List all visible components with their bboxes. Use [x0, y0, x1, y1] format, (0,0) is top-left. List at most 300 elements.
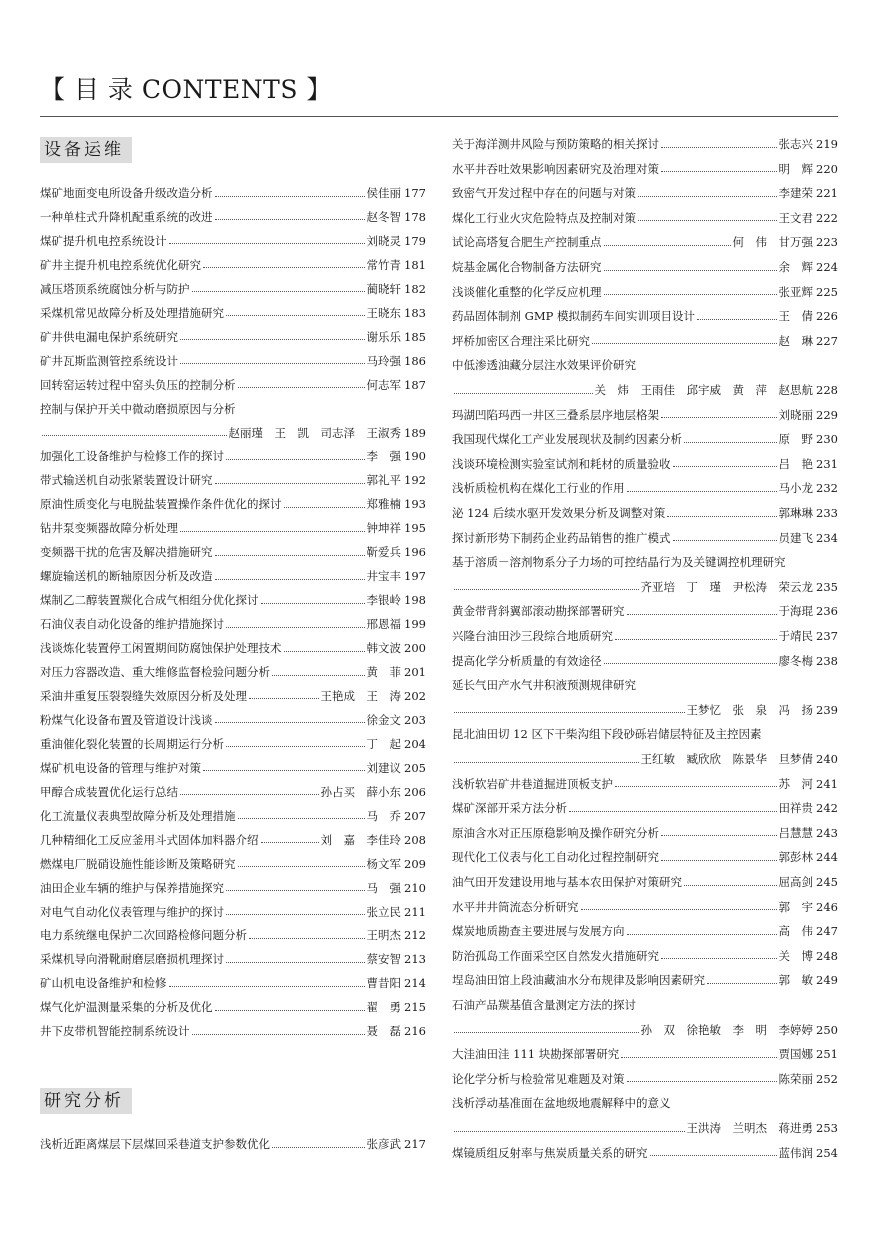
dot-leader: [661, 958, 777, 959]
dot-leader: [261, 603, 365, 604]
toc-entry-page: 199: [404, 617, 426, 632]
toc-entry: [40, 806, 426, 826]
dot-leader: [661, 147, 777, 148]
dot-leader: [284, 651, 365, 652]
toc-entry: [40, 303, 426, 323]
toc-entry-page: 185: [404, 329, 426, 344]
toc-entry-page: 245: [816, 875, 838, 889]
toc-entry: [40, 566, 426, 586]
toc-entry-title: 水平井井筒流态分析研究: [452, 899, 579, 914]
toc-entry: [452, 626, 838, 646]
toc-entry-author: 靳爱兵: [366, 545, 402, 560]
toc-entry-page: 186: [404, 353, 426, 368]
toc-entry-title: 甲醇合成装置优化运行总结: [40, 784, 178, 799]
toc-entry: [452, 921, 838, 941]
toc-entry-author: 郭琳琳: [778, 506, 814, 520]
toc-entry: [40, 949, 426, 969]
toc-entry-page: 211: [404, 904, 426, 919]
dot-leader: [261, 842, 319, 843]
toc-entry-author: 曹昔阳: [366, 976, 402, 991]
toc-entry-author: 刘晓灵: [366, 233, 402, 248]
dot-leader: [673, 540, 777, 541]
toc-entry-title: 原油含水对正压原稳影响及操作研究分析: [452, 825, 659, 840]
toc-entry-page: 227: [816, 333, 838, 348]
toc-entry-title: 钻井泵变频器故障分析处理: [40, 521, 178, 536]
toc-entry-page: 203: [404, 712, 426, 727]
toc-entry-author: 蓝伟润: [778, 1145, 814, 1160]
toc-entry: [452, 380, 838, 400]
toc-entry-page: 183: [404, 305, 426, 320]
toc-entry-page: 240: [816, 752, 838, 766]
dot-leader: [226, 962, 365, 963]
toc-entry-page: 225: [816, 284, 838, 299]
toc-entry-page: 213: [404, 952, 426, 967]
toc-entry: [452, 601, 838, 621]
dot-leader: [238, 387, 365, 388]
toc-entry-page: 234: [816, 530, 838, 545]
dot-leader: [684, 885, 777, 886]
toc-entry-author: 郑雅楠: [366, 497, 402, 512]
toc-entry-author: 蔺晓轩: [366, 281, 402, 296]
toc-entry: [40, 710, 426, 730]
toc-entry-page: 236: [816, 604, 838, 619]
toc-entry-title: 黄金带背斜翼部滚动勘探部署研究: [452, 604, 625, 619]
page-title: 【 目 录 CONTENTS 】: [40, 75, 332, 104]
dot-leader: [180, 794, 319, 795]
toc-entry: [40, 231, 426, 251]
dot-leader: [192, 291, 365, 292]
toc-entry-title: 浅析浮动基准面在盆地级地震解释中的意义: [452, 1096, 671, 1111]
dot-leader: [661, 417, 777, 418]
toc-entry-page: 193: [404, 497, 426, 512]
toc-entry: [40, 470, 426, 490]
dot-leader: [604, 663, 777, 664]
toc-entry-author: 关 炜 王雨佳 邱宇威 黄 萍 赵思航: [594, 383, 814, 397]
toc-entry-title: 浅析软岩矿井巷道掘进顶板支护: [452, 776, 613, 791]
toc-entry-author: 贾国娜: [778, 1047, 814, 1062]
dot-leader: [249, 698, 319, 699]
toc-entry-page: 224: [816, 260, 838, 274]
toc-entry: [40, 351, 426, 371]
toc-entry-author: 明 辉: [778, 161, 814, 176]
toc-entry-page: 243: [816, 825, 838, 840]
toc-entry-author: 郭彭林: [778, 850, 814, 865]
toc-entry-author: 王红敏 臧欣欣 陈景华 旦梦倩: [640, 752, 814, 766]
toc-entry-page: 178: [404, 209, 426, 224]
toc-entry-author: 刘建议: [366, 760, 402, 775]
toc-entry-title: 矿井供电漏电保护系统研究: [40, 329, 178, 344]
toc-entry-author: 于海琨: [778, 604, 814, 619]
toc-entry-title: 螺旋输送机的断轴原因分析及改造: [40, 569, 213, 584]
toc-entry: [40, 542, 426, 562]
toc-entry-author: 何 伟 甘万强: [732, 235, 814, 250]
dot-leader: [684, 442, 777, 443]
toc-entry-title: 延长气田产水气井积液预测规律研究: [452, 678, 636, 693]
toc-entry-title: 带式输送机自动张紧装置设计研究: [40, 473, 213, 488]
toc-entry-author: 王 倩: [778, 309, 814, 324]
dot-leader: [226, 890, 365, 891]
toc-entry-author: 王洪涛 兰明杰 蒋进勇: [686, 1121, 814, 1135]
toc-entry-author: 刘晓丽: [778, 407, 814, 422]
toc-entry-title: 控制与保护开关中微动磨损原因与分析: [40, 401, 236, 416]
dot-leader: [169, 986, 365, 987]
toc-entry-title: 试论高塔复合肥生产控制重点: [452, 235, 602, 250]
toc-entry-title: 煤炭地质勘查主要进展与发展方向: [452, 924, 625, 939]
dot-leader: [592, 343, 777, 344]
toc-entry-page: 242: [816, 801, 838, 816]
toc-entry: [452, 946, 838, 966]
toc-entry-page: 235: [816, 579, 838, 594]
toc-entry-author: 赵冬智: [366, 209, 402, 224]
toc-entry-author: 常竹青: [366, 257, 402, 272]
toc-entry-title: 化工流量仪表典型故障分析及处理措施: [40, 808, 236, 823]
toc-entry: [40, 830, 426, 850]
toc-entry: [452, 675, 838, 695]
dot-leader: [661, 171, 777, 172]
toc-entry: [452, 134, 838, 154]
toc-entry-title: 大洼油田洼 111 块勘探部署研究: [452, 1047, 620, 1062]
toc-entry-page: 241: [816, 776, 838, 791]
toc-entry-page: 247: [816, 924, 838, 939]
toc-entry-page: 231: [816, 456, 838, 471]
toc-entry-title: 回转窑运转过程中窑头负压的控制分析: [40, 377, 236, 392]
toc-entry: [452, 1143, 838, 1163]
toc-entry-author: 赵 琳: [778, 333, 814, 348]
toc-entry: [452, 1093, 838, 1113]
toc-entry: [40, 662, 426, 682]
toc-entry-page: 196: [404, 545, 426, 560]
section-heading-equipment: 设备运维: [40, 137, 132, 163]
toc-entry-page: 229: [816, 407, 838, 422]
dot-leader: [215, 1010, 365, 1011]
toc-entry-title: 中低渗透油藏分层注水效果评价研究: [452, 358, 636, 373]
toc-entry-author: 邢恩福: [366, 617, 402, 632]
toc-entry: [40, 494, 426, 514]
dot-leader: [454, 589, 639, 590]
toc-entry: [452, 1020, 838, 1040]
toc-entry-title: 煤矿地面变电所设备升级改造分析: [40, 186, 213, 200]
dot-leader: [226, 459, 365, 460]
toc-entry: [40, 183, 426, 203]
dot-leader: [454, 712, 685, 713]
dot-leader: [604, 270, 777, 271]
dot-leader: [569, 811, 777, 812]
toc-entry-page: 212: [404, 928, 426, 943]
toc-entry-page: 197: [404, 569, 426, 584]
dot-leader: [180, 531, 365, 532]
toc-entry-author: 黄 菲: [366, 665, 402, 679]
toc-entry-author: 马 乔: [366, 808, 402, 823]
toc-entry-title: 煤矿深部开采方法分析: [452, 801, 567, 816]
toc-entry-author: 韩文波: [366, 641, 402, 656]
toc-entry-title: 采煤机导向滑靴耐磨层磨损机理探讨: [40, 952, 224, 967]
dot-leader: [226, 914, 365, 915]
toc-entry-title: 论化学分析与检验常见难题及对策: [452, 1071, 625, 1086]
toc-entry-page: 204: [404, 736, 426, 751]
toc-entry-title: 对电气自动化仪表管理与维护的探讨: [40, 904, 224, 919]
toc-entry-author: 马 强: [366, 880, 402, 895]
toc-entry-title: 燃煤电厂脱硝设施性能诊断及策略研究: [40, 856, 236, 871]
toc-entry-title: 采煤机常见故障分析及处理措施研究: [40, 305, 224, 320]
toc-entry-title: 探讨新形势下制药企业药品销售的推广模式: [452, 530, 671, 545]
toc-entry-title: 烷基金属化合物制备方法研究: [452, 260, 602, 274]
dot-leader: [249, 938, 365, 939]
toc-entry-page: 238: [816, 653, 838, 668]
dot-leader: [454, 393, 593, 394]
toc-entry-page: 254: [816, 1145, 838, 1160]
toc-entry: [40, 327, 426, 347]
toc-entry: [40, 255, 426, 275]
toc-entry: [452, 282, 838, 302]
toc-entry: [452, 724, 838, 744]
toc-entry-page: 187: [404, 377, 426, 392]
toc-entry-page: 250: [816, 1022, 838, 1037]
toc-entry-author: 高 伟: [778, 924, 814, 939]
toc-entry-page: 246: [816, 899, 838, 914]
dot-leader: [203, 267, 365, 268]
toc-entry-title: 减压塔顶系统腐蚀分析与防护: [40, 281, 190, 296]
toc-entry-author: 员建飞: [778, 530, 814, 545]
toc-entry-page: 179: [404, 233, 426, 248]
toc-entry-title: 井下皮带机智能控制系统设计: [40, 1024, 190, 1039]
toc-entry-page: 219: [816, 137, 838, 151]
toc-entry-page: 198: [404, 593, 426, 608]
toc-entry-page: 249: [816, 973, 838, 988]
toc-entry: [452, 577, 838, 597]
toc-entry-title: 电力系统继电保护二次回路检修问题分析: [40, 928, 247, 943]
toc-entry-title: 石油产品羰基值含量测定方法的探讨: [452, 998, 636, 1012]
toc-entry-page: 192: [404, 473, 426, 488]
toc-entry-page: 239: [816, 702, 838, 717]
toc-entry: [40, 638, 426, 658]
dot-leader: [604, 245, 731, 246]
toc-entry-page: 217: [404, 1137, 426, 1151]
toc-entry-title: 煤气化炉温测量采集的分析及优化: [40, 1000, 213, 1015]
toc-entry-title: 浅析近距离煤层下层煤回采巷道支护参数优化: [40, 1137, 270, 1151]
toc-entry: [40, 734, 426, 754]
toc-entry-author: 王晓东: [366, 305, 402, 320]
toc-entry: [452, 257, 838, 277]
toc-entry: [40, 758, 426, 778]
toc-entry: [452, 429, 838, 449]
toc-entry-page: 181: [404, 257, 426, 272]
toc-entry: [452, 355, 838, 375]
dot-leader: [226, 627, 365, 628]
toc-entry: [452, 159, 838, 179]
toc-entry: [40, 854, 426, 874]
toc-entry-title: 煤镜质组反射率与焦炭质量关系的研究: [452, 1145, 648, 1160]
toc-entry-title: 致密气开发过程中存在的问题与对策: [452, 186, 636, 201]
dot-leader: [581, 909, 777, 910]
toc-entry-page: 208: [404, 832, 426, 847]
toc-entry-author: 郭 敏: [778, 973, 814, 988]
toc-entry-page: 206: [404, 784, 426, 799]
dot-leader: [454, 1032, 639, 1033]
toc-entry: [40, 902, 426, 922]
dot-leader: [215, 483, 365, 484]
dot-leader: [272, 675, 365, 676]
toc-entry-title: 对压力容器改造、重大维修监督检验问题分析: [40, 665, 270, 679]
toc-entry-author: 于靖民: [778, 629, 814, 643]
toc-entry: [452, 552, 838, 572]
toc-entry-title: 矿山机电设备维护和检修: [40, 976, 167, 991]
toc-entry-title: 玛湖凹陷玛西一井区三叠系层序地层格架: [452, 407, 659, 422]
dot-leader: [226, 315, 365, 316]
toc-entry-title: 药品固体制剂 GMP 模拟制药车间实训项目设计: [452, 309, 696, 324]
section-heading-research: 研究分析: [40, 1088, 132, 1114]
dot-leader: [650, 1155, 777, 1156]
toc-entry: [40, 925, 426, 945]
toc-entry: [452, 798, 838, 818]
dot-leader: [667, 516, 776, 517]
toc-entry-title: 粉煤气化设备布置及管道设计浅谈: [40, 712, 213, 727]
toc-entry: [40, 973, 426, 993]
toc-entry: [452, 454, 838, 474]
toc-entry-page: 226: [816, 309, 838, 324]
toc-entry-author: 苏 河: [778, 776, 814, 791]
toc-entry: [452, 897, 838, 917]
toc-entry-title: 现代化工仪表与化工自动化过程控制研究: [452, 850, 659, 865]
toc-entry-author: 蔡安智: [366, 952, 402, 967]
toc-entry: [452, 749, 838, 769]
toc-entry: [452, 331, 838, 351]
toc-entry-author: 王文君: [778, 210, 814, 225]
toc-entry: [40, 446, 426, 466]
toc-entry-author: 谢乐乐: [366, 329, 402, 344]
toc-entry-page: 177: [404, 186, 426, 200]
toc-entry-author: 何志军: [366, 377, 402, 392]
toc-entry-author: 陈荣丽: [778, 1071, 814, 1086]
toc-entry-title: 防治孤岛工作面采空区自然发火措施研究: [452, 948, 659, 963]
dot-leader: [215, 219, 365, 220]
toc-entry-title: 我国现代煤化工产业发展现状及制约因素分析: [452, 432, 682, 447]
toc-entry: [452, 774, 838, 794]
toc-entry-page: 209: [404, 856, 426, 871]
toc-entry-title: 基于溶质－溶剂物系分子力场的可控结晶行为及关键调控机理研究: [452, 555, 786, 570]
toc-entry-title: 原油性质变化与电脱盐装置操作条件优化的探讨: [40, 497, 282, 512]
toc-entry-author: 李银岭: [366, 593, 402, 608]
toc-entry-page: 244: [816, 850, 838, 865]
toc-entry-page: 202: [404, 688, 426, 703]
toc-entry: [452, 847, 838, 867]
dot-leader: [627, 491, 777, 492]
toc-entry: [452, 478, 838, 498]
toc-entry: [452, 306, 838, 326]
toc-entry-title: 昆北油田切 12 区下干柴沟组下段砂砾岩储层特征及主控因素: [452, 727, 762, 742]
dot-leader: [638, 196, 777, 197]
toc-entry-title: 埕岛油田馆上段油藏油水分布规律及影响因素研究: [452, 973, 705, 988]
dot-leader: [638, 220, 777, 221]
toc-entry: [452, 700, 838, 720]
toc-entry-author: 李 强: [366, 449, 402, 464]
dot-leader: [226, 746, 365, 747]
toc-entry: [452, 823, 838, 843]
toc-entry-author: 吕慧慧: [778, 825, 814, 840]
toc-entry-author: 李建荣: [778, 186, 814, 201]
toc-entry-page: 220: [816, 161, 838, 176]
toc-entry-page: 237: [816, 629, 838, 643]
toc-entry-title: 煤化工行业火灾危险特点及控制对策: [452, 210, 636, 225]
toc-entry-author: 张彦武: [366, 1137, 402, 1151]
toc-entry-page: 210: [404, 880, 426, 895]
toc-entry-page: 222: [816, 210, 838, 225]
toc-entry-page: 221: [816, 186, 838, 201]
toc-entry-author: 田祥贵: [778, 801, 814, 816]
toc-entry-title: 几种精细化工反应釜用斗式固体加料器介绍: [40, 832, 259, 847]
toc-entry-page: 201: [404, 665, 426, 679]
toc-entry-title: 煤制乙二醇装置羰化合成气相组分优化探讨: [40, 593, 259, 608]
toc-entry-title: 水平井吞吐效果影响因素研究及治理对策: [452, 161, 659, 176]
toc-entry-title: 浅谈环境检测实验室试剂和耗材的质量验收: [452, 456, 671, 471]
toc-entry-title: 矿井瓦斯监测管控系统设计: [40, 353, 178, 368]
toc-entry: [40, 1021, 426, 1041]
toc-entry-author: 余 辉: [778, 260, 814, 274]
toc-entry-author: 齐亚培 丁 瑾 尹松涛 荣云龙: [640, 579, 814, 594]
toc-entry-author: 孙 双 徐艳敏 李 明 李婷婷: [640, 1022, 814, 1037]
toc-entry-author: 徐金文: [366, 712, 402, 727]
dot-leader: [215, 722, 365, 723]
toc-entry-page: 190: [404, 449, 426, 464]
toc-entry: [40, 782, 426, 802]
toc-entry-author: 井宝丰: [366, 569, 402, 584]
toc-entry: [452, 208, 838, 228]
dot-leader: [238, 818, 365, 819]
toc-entry-page: 230: [816, 432, 838, 447]
dot-leader: [454, 762, 639, 763]
toc-entry: [452, 1044, 838, 1064]
toc-entry-page: 189: [404, 425, 426, 440]
toc-entry-author: 张亚辉: [778, 284, 814, 299]
toc-entry-title: 采油井重复压裂裂缝失效原因分析及处理: [40, 688, 247, 703]
toc-entry: [452, 995, 838, 1015]
dot-leader: [615, 786, 777, 787]
toc-entry: [40, 423, 426, 443]
dot-leader: [615, 639, 777, 640]
toc-entry-page: 248: [816, 948, 838, 963]
toc-entry: [452, 405, 838, 425]
toc-entry-page: 195: [404, 521, 426, 536]
toc-entry: [452, 1118, 838, 1138]
toc-entry: [40, 375, 426, 395]
toc-entry-page: 232: [816, 481, 838, 496]
dot-leader: [673, 466, 777, 467]
toc-entry: [452, 1069, 838, 1089]
dot-leader: [169, 243, 365, 244]
toc-entry: [40, 686, 426, 706]
toc-entry-page: 200: [404, 641, 426, 656]
toc-entry: [40, 279, 426, 299]
dot-leader: [215, 555, 365, 556]
toc-entry-author: 孙占买 薛小东: [320, 784, 402, 799]
toc-entry: [40, 997, 426, 1017]
toc-entry: [452, 970, 838, 990]
toc-entry-page: 251: [816, 1047, 838, 1062]
toc-entry: [40, 518, 426, 538]
toc-entry: [452, 528, 838, 548]
dot-leader: [627, 1081, 777, 1082]
toc-entry: [452, 651, 838, 671]
toc-entry-title: 重油催化裂化装置的长周期运行分析: [40, 736, 224, 751]
toc-entry-title: 加强化工设备维护与检修工作的探讨: [40, 449, 224, 464]
dot-leader: [604, 294, 777, 295]
toc-entry-author: 郭礼平: [366, 473, 402, 488]
dot-leader: [215, 579, 365, 580]
toc-entry: [452, 232, 838, 252]
toc-entry-author: 张立民: [366, 904, 402, 919]
toc-entry-author: 郭 宇: [778, 899, 814, 914]
toc-entry-title: 变频器干扰的危害及解决措施研究: [40, 545, 213, 560]
toc-entry-title: 泌 124 后续水驱开发效果分析及调整对策: [452, 506, 666, 520]
